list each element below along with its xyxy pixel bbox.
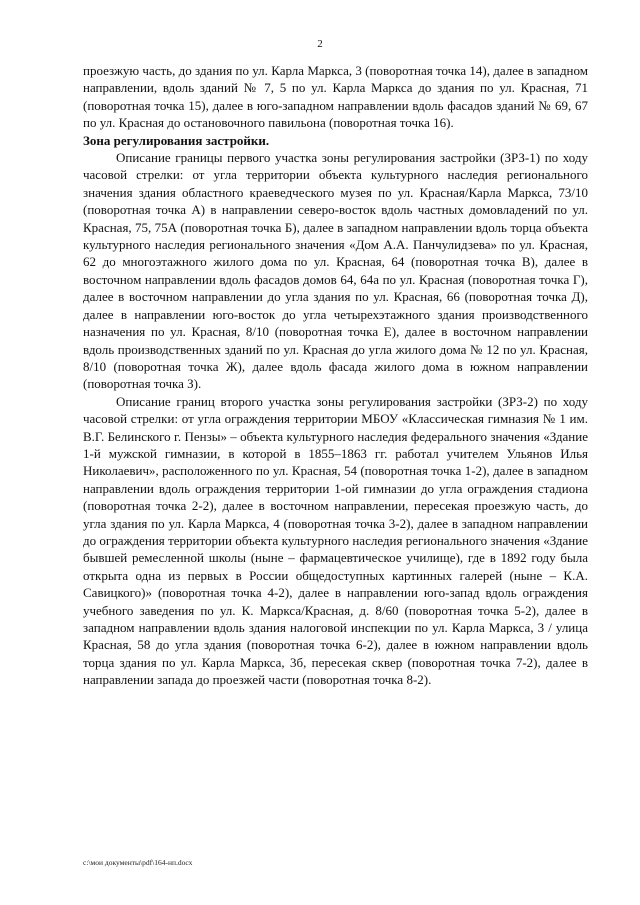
section-heading: Зона регулирования застройки. <box>83 132 270 148</box>
paragraph-continuation: проезжую часть, до здания по ул. Карла Маркса, 3 (поворотная точка 14), далее в западном направлении, вдоль зданий № 7, 5 по ул. Карла Маркса до здания по ул. Красная, 71 (поворотная точка 15), далее в юго-западном направлении вдоль фасадов зданий № 69, 67 по ул. Красная до остановочного павильона (поворотная точка 16). <box>83 63 588 131</box>
paragraph-zrz-2: Описание границ второго участка зоны регулирования застройки (ЗРЗ-2) по ходу часовой стрелки: от угла ограждения территории МБОУ «Классическая гимназия № 1 им. В.Г. Белинского г. Пензы» – объекта культурного наследия федерального значения «Здание 1-й мужской гимназии, в которой в 1855–1863 гг. работал учителем Ульянов Илья Николаевич», расположенного по ул. Красная, 54 (поворотная точка 1-2), далее в западном направлении вдоль ограждения территории 1-ой гимназии до угла ограждения стадиона (поворотная точка 2-2), далее в восточном направлении, пересекая проезжую часть, до угла здания по ул. Карла Маркса, 4 (поворотная точка 3-2), далее в западном направлении до ограждения территории объекта культурного наследия регионального значения «Здание бывшей ремесленной школы (ныне – фармацевтическое училище), где в 1892 году была открыта одна из первых в России общедоступных картинных галерей (ныне – К.А. Савицкого)» (поворотная точка 4-2), далее в направлении юго-запад вдоль ограждения учебного заведения по ул. К. Маркса/Красная, д. 8/60 (поворотная точка 5-2), далее в западном направлении вдоль здания налоговой инспекции по ул. Карла Маркса, 3 / улица Красная, 58 до угла здания (поворотная точка 6-2), далее в южном направлении вдоль торца здания по ул. Карла Маркса, 3б, пересекая сквер (поворотная точка 7-2), далее в направлении запада до проезжей части (поворотная точка 8-2). <box>83 393 588 688</box>
page-number: 2 <box>317 38 323 50</box>
document-body <box>83 62 588 689</box>
paragraph-zrz-1: Описание границы первого участка зоны регулирования застройки (ЗРЗ-1) по ходу часовой стрелки: от угла территории объекта культурного наследия регионального значения здания областного краеведческого музея по ул. Красная/Карла Маркса, 73/10 (поворотная точка А) в направлении северо-восток вдоль частных домовладений по ул. Красная, 75, 75А (поворотная точка Б), далее в западном направлении вдоль торца объекта культурного наследия регионального значения «Дом А.А. Панчулидзева» по ул. Красная, 62 до многоэтажного жилого дома по ул. Красная, 64 (поворотная точка В), далее в восточном направлении вдоль фасадов домов 64, 64а по ул. Красная (поворотная точка Г), далее в восточном направлении до угла здания по ул. Красная, 66 (поворотная точка Д), далее в направлении юго-восток до угла четырехэтажного здания производственного назначения по ул. Красная, 8/10 (поворотная точка Е), далее в восточном направлении вдоль производственных зданий по ул. Красная до угла жилого дома № 12 по ул. Красная, 8/10 (поворотная точка Ж), далее вдоль фасада жилого дома в южном направлении (поворотная точка З). <box>83 150 588 392</box>
file-path-footer: c:\мои документы\pdf\164-нп.docx <box>83 858 193 867</box>
